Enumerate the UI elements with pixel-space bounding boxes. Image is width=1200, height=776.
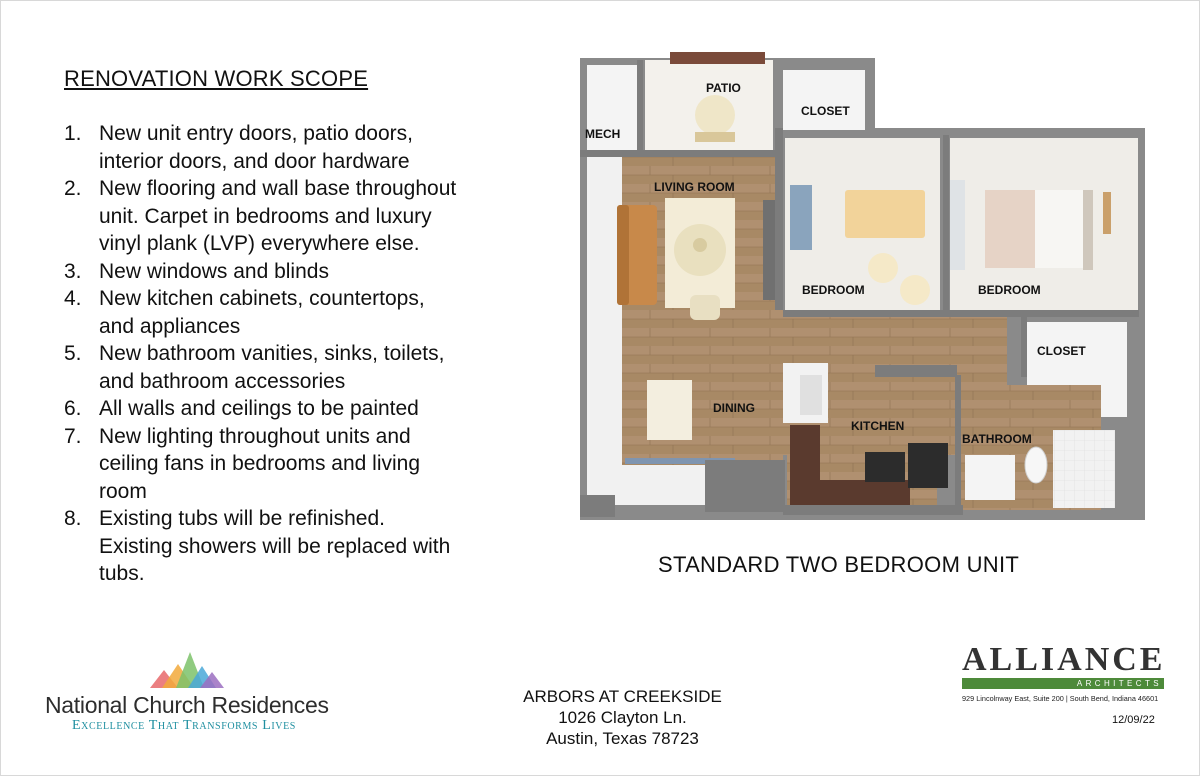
patio-furniture [695,95,735,142]
scope-item-line: New lighting throughout units and [99,424,411,448]
scope-item-number: 7. [64,424,82,448]
scope-item-line: New bathroom vanities, sinks, toilets, [99,342,445,365]
living-white-wall [587,157,622,497]
scope-item-line: All walls and ceilings to be painted [99,397,419,420]
room-label-closet-top: CLOSET [801,104,850,118]
scope-item-line: unit. Carpet in bedrooms and luxury [99,204,432,228]
ncr-tagline: Excellence That Transforms Lives [72,718,296,733]
scope-item-line: interior doors, and door hardware [99,149,410,173]
project-street: 1026 Clayton Ln. [558,708,687,727]
scope-item-2 [64,175,534,258]
room-label-mech: MECH [585,127,621,141]
scope-item-line: New windows and blinds [99,259,329,283]
scope-item-line: New unit entry doors, patio doors, [99,122,413,145]
drawing-date: 12/09/22 [1112,714,1155,726]
scope-item-number: 6. [64,397,82,420]
room-label-kitchen: KITCHEN [851,419,905,433]
scope-item-line: Existing showers will be replaced with [99,534,451,558]
room-label-bedroom-left: BEDROOM [802,283,865,297]
scope-item-line: room [99,479,147,503]
room-label-bedroom-right: BEDROOM [978,283,1041,297]
alliance-logo [962,643,1164,703]
alliance-subtitle: ARCHITECTS [962,678,1164,689]
entry-floor [610,465,710,505]
alliance-wordmark: ALLIANCE [962,641,1166,678]
scope-item-3 [64,258,534,286]
scope-item-1 [64,120,534,175]
scope-item-line: and bathroom accessories [99,369,346,393]
floorplan-caption: STANDARD TWO BEDROOM UNIT [658,552,1020,577]
patio-rail [670,52,765,64]
scope-item-8 [64,505,534,588]
scope-item-6 [64,395,534,423]
room-label-living-room: LIVING ROOM [654,180,735,194]
scope-item-number: 5. [64,342,82,365]
room-label-closet-right: CLOSET [1037,344,1086,358]
project-name: ARBORS AT CREEKSIDE [523,687,722,706]
scope-item-number: 1. [64,122,82,145]
ncr-name: National Church Residences [45,692,329,718]
scope-item-4 [64,285,534,340]
closet-top-room [783,70,865,130]
room-label-patio: PATIO [706,81,741,95]
scope-item-number: 8. [64,507,82,530]
project-address [500,686,745,749]
alliance-address: 929 Lincolnway East, Suite 200 | South Bend, Indiana 46601 [962,694,1159,703]
scope-item-line: New flooring and wall base throughout [99,177,457,200]
scope-title: RENOVATION WORK SCOPE [64,66,369,91]
floor-plan [565,40,1147,522]
room-label-dining: DINING [713,401,755,415]
scope-item-number: 4. [64,287,82,310]
scope-item-line: New kitchen cabinets, countertops, [99,287,425,310]
scope-item-7 [64,423,534,506]
project-city: Austin, Texas 78723 [546,729,699,748]
scope-item-number: 2. [64,177,82,200]
scope-item-line: vinyl plank (LVP) everywhere else. [99,232,420,255]
bathroom-tub [1053,430,1115,508]
room-label-bathroom: BATHROOM [962,432,1032,446]
scope-item-line: and appliances [99,314,241,338]
scope-item-line: tubs. [99,562,145,585]
scope-list [64,120,534,588]
scope-item-line: ceiling fans in bedrooms and living [99,452,421,475]
scope-item-number: 3. [64,259,82,283]
scope-item-5 [64,340,534,395]
scope-item-line: Existing tubs will be refinished. [99,507,385,530]
ncr-logo-mark [150,650,226,690]
